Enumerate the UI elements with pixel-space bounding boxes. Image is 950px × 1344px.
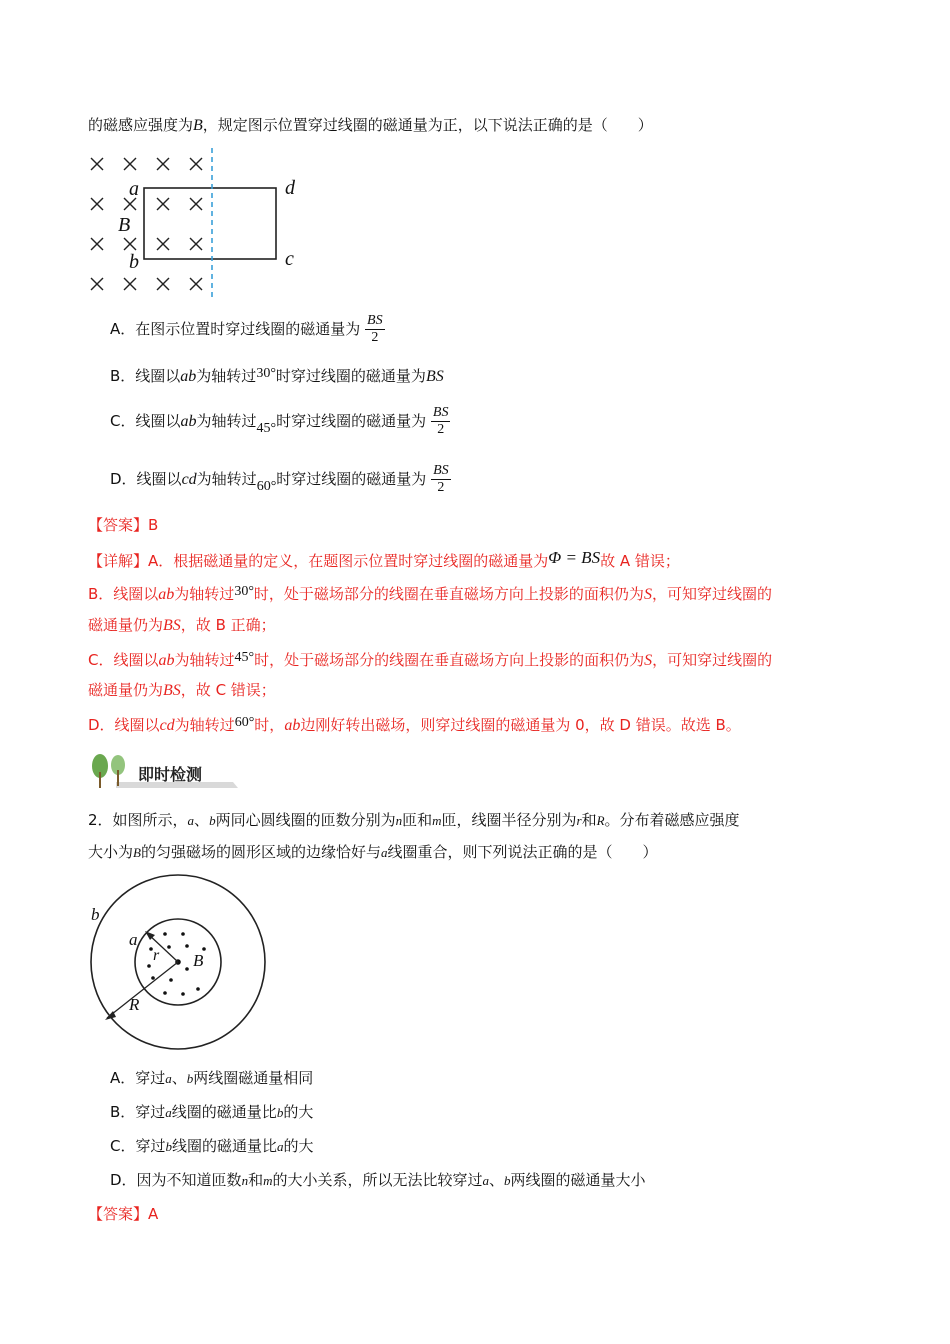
q1-option-a: A．在图示位置时穿过线圈的磁通量为 $\frac{BS}{2}$ [110, 313, 383, 345]
q2-stem-line-2: 大小为B的匀强磁场的圆形区域的边缘恰好与a线圈重合，则下列说法正确的是（ ） [88, 843, 658, 861]
q1-detail-line-1: 【详解】A．根据磁通量的定义，在题图示位置时穿过线圈的磁通量为Φ = BS故 A 错误； [88, 548, 680, 570]
q1-detail-line-3: 磁通量仍为BS，故 B 正确； [88, 616, 276, 634]
section-banner [88, 752, 238, 792]
q2-option-a: A．穿过a、b两线圈磁通量相同 [110, 1069, 314, 1087]
label-d: d [285, 177, 295, 199]
cross [190, 278, 202, 290]
label-R: R [129, 995, 140, 1014]
cross [124, 158, 136, 170]
label-B: B [118, 214, 131, 236]
q2-answer: 【答案】A [88, 1205, 159, 1223]
q2-stem-line-1: 2．如图所示，a、b两同心圆线圈的匝数分别为n匝和m匝，线圈半径分别为r和R。分布着磁感应强度 [88, 811, 740, 829]
q1-detail-line-6: D．线圈以cd为轴转过60°时，ab边刚好转出磁场，则穿过线圈的磁通量为 0，故 D 错误。故选 B。 [88, 715, 741, 734]
label-B: B [193, 951, 204, 970]
q2-option-c: C．穿过b线圈的磁通量比a的大 [110, 1137, 314, 1155]
label-b: b [91, 905, 100, 924]
section-title: 即时检测 [138, 765, 203, 784]
cross [190, 158, 202, 170]
q1-figure-coil-in-field [85, 148, 315, 298]
fraction-bs-over-2: $\frac{BS}{2}$ [433, 463, 449, 495]
cross [124, 238, 136, 250]
q1-option-c: C．线圈以ab为轴转过45°时穿过线圈的磁通量为 $\frac{BS}{2}$ [110, 405, 449, 437]
q2-figure-concentric-coils [85, 870, 275, 1060]
coil-rectangle [144, 188, 276, 259]
cross [124, 278, 136, 290]
cross [190, 198, 202, 210]
q1-option-d: D．线圈以cd为轴转过60°时穿过线圈的磁通量为 $\frac{BS}{2}$ [110, 463, 449, 495]
cross [91, 238, 103, 250]
q2-option-b: B．穿过a线圈的磁通量比b的大 [110, 1103, 314, 1121]
cross [157, 198, 169, 210]
q1-detail-line-2: B．线圈以ab为轴转过30°时，处于磁场部分的线圈在垂直磁场方向上投影的面积仍为S，可知穿过线圈的 [88, 584, 772, 603]
radius-R-arrow [107, 962, 178, 1018]
q1-stem: 的磁感应强度为B，规定图示位置穿过线圈的磁通量为正，以下说法正确的是（ ） [88, 116, 653, 134]
label-b: b [129, 251, 139, 273]
cross [91, 198, 103, 210]
field-crosses [91, 158, 202, 290]
cross [157, 238, 169, 250]
q1-detail-line-4: C．线圈以ab为轴转过45°时，处于磁场部分的线圈在垂直磁场方向上投影的面积仍为S，可知穿过线圈的 [88, 650, 773, 669]
q1-detail-line-5: 磁通量仍为BS，故 C 错误； [88, 681, 276, 699]
cross [91, 158, 103, 170]
cross [190, 238, 202, 250]
label-r: r [153, 947, 160, 964]
fraction-bs-over-2: $\frac{BS}{2}$ [432, 405, 449, 437]
fraction-bs-over-2: $\frac{BS}{2}$ [367, 313, 383, 345]
q1-answer: 【答案】B [88, 516, 159, 534]
q2-option-d: D．因为不知道匝数n和m的大小关系，所以无法比较穿过a、b两线圈的磁通量大小 [110, 1171, 646, 1189]
cross [91, 278, 103, 290]
q1-option-b: B．线圈以ab为轴转过30°时穿过线圈的磁通量为BS [110, 366, 444, 385]
label-a: a [129, 178, 139, 200]
cross [157, 158, 169, 170]
cross [157, 278, 169, 290]
label-c: c [285, 248, 294, 270]
label-a: a [129, 930, 138, 949]
